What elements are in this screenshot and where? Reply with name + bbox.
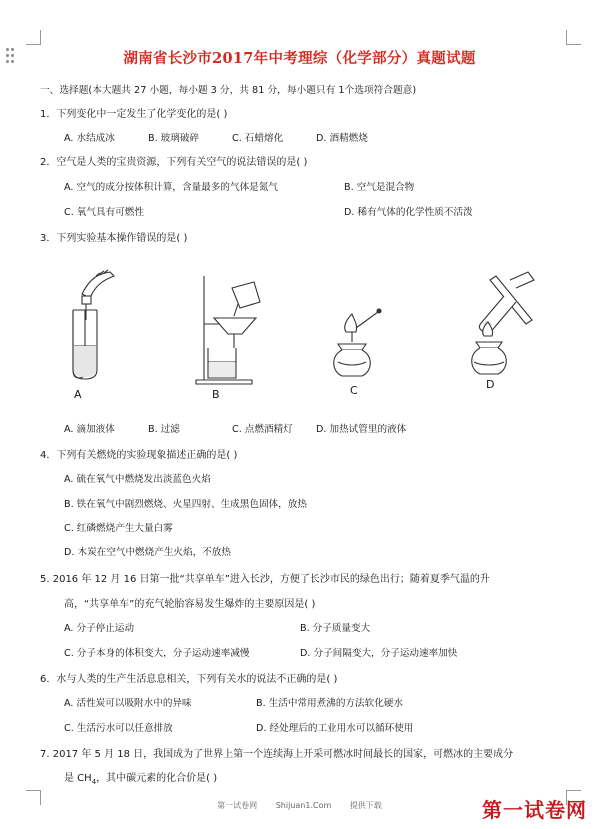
question-4-option-c: C. 红磷燃烧产生大量白雾: [64, 523, 173, 534]
question-2-option-b: B. 空气是混合物: [344, 182, 415, 193]
question-7-stem-tail: ，其中碳元素的化合价是( ): [96, 773, 218, 784]
question-3-option-c: C. 点燃酒精灯: [232, 424, 293, 435]
question-1-option-b: B. 玻璃破碎: [148, 133, 200, 144]
figure-label-c: C: [350, 384, 358, 397]
figure-label-b: B: [212, 388, 220, 401]
filtration-diagram: [196, 276, 260, 384]
question-3-option-b: B. 过滤: [148, 424, 180, 435]
figure-label-d: D: [486, 378, 495, 391]
question-5-option-a: A. 分子停止运动: [64, 623, 135, 634]
question-7-formula: 是 CH: [64, 773, 92, 784]
question-6-option-d: D. 经处理后的工业用水可以循环使用: [256, 723, 414, 734]
question-3-stem: 3．下列实验基本操作错误的是( ): [40, 233, 188, 244]
footer-site-url[interactable]: Shijuan1.Com: [275, 801, 332, 810]
question-2-option-c: C. 氧气具有可燃性: [64, 207, 144, 218]
figure-label-a: A: [74, 388, 82, 401]
question-7-subscript: 4: [91, 778, 97, 786]
page-title: 湖南省长沙市2017年中考理综（化学部分）真题试题: [123, 50, 476, 67]
question-6-option-a: A. 活性炭可以吸附水中的异味: [64, 698, 192, 709]
dropper-into-tube-diagram: [73, 270, 114, 379]
corner-mark-top-right: [566, 30, 581, 45]
heat-test-tube-diagram: [472, 272, 534, 374]
question-5-option-d: D. 分子间隔变大，分子运动速率加快: [300, 648, 458, 659]
question-5-option-b: B. 分子质量变大: [300, 623, 371, 634]
question-7-stem-line-2: [64, 772, 217, 789]
question-4-option-d: D. 木炭在空气中燃烧产生火焰，不放热: [64, 547, 231, 558]
question-5-stem-line-1: 5. 2016 年 12 月 16 日第一批“共享单车”进入长沙，方便了长沙市民的绿色出行；随着夏季气温的升: [40, 574, 490, 585]
question-4-option-a: A. 硫在氧气中燃烧发出淡蓝色火焰: [64, 474, 211, 485]
corner-mark-top-left: [26, 30, 41, 45]
question-2-option-a: A. 空气的成分按体积计算，含量最多的气体是氮气: [64, 182, 278, 193]
question-5-option-c: C. 分子本身的体积变大，分子运动速率减慢: [64, 648, 250, 659]
question-1-option-a: A. 水结成冰: [64, 133, 115, 144]
question-6-stem: 6．水与人类的生产生活息息相关，下列有关水的说法不正确的是( ): [40, 674, 338, 685]
question-3-option-a: A. 滴加液体: [64, 424, 115, 435]
section-heading: 一、选择题(本大题共 27 小题，每小题 3 分，共 81 分，每小题只有 1个选项符合题意): [40, 85, 417, 96]
footer-download-note: 提供下载: [349, 801, 382, 810]
question-1-option-c: C. 石蜡熔化: [232, 133, 284, 144]
question-6-option-b: B. 生活中常用煮沸的方法软化硬水: [256, 698, 403, 709]
question-4-stem: 4．下列有关燃烧的实验现象描述正确的是( ): [40, 450, 238, 461]
question-1-stem: 1．下列变化中一定发生了化学变化的是( ): [40, 109, 228, 120]
light-alcohol-lamp-diagram: [334, 309, 381, 376]
question-2-stem: 2．空气是人类的宝贵资源，下列有关空气的说法错误的是( ): [40, 157, 308, 168]
question-3-figure: [56, 262, 536, 412]
question-7-stem-line-1: 7. 2017 年 5 月 18 日，我国成为了世界上第一个连续海上开采可燃冰时间最长的国家，可燃冰的主要成分: [40, 749, 514, 760]
question-3-option-d: D. 加热试管里的液体: [316, 424, 407, 435]
question-4-option-b: B. 铁在氧气中剧烈燃烧、火星四射、生成黑色固体，放热: [64, 499, 307, 510]
brand-watermark: 第一试卷网: [482, 798, 587, 822]
question-1-option-d: D. 酒精燃烧: [316, 133, 368, 144]
question-5-stem-line-2: 高，“共享单车”的充气轮胎容易发生爆炸的主要原因是( ): [64, 599, 316, 610]
footer-site-name: 第一试卷网: [217, 801, 258, 810]
question-6-option-c: C. 生活污水可以任意排放: [64, 723, 173, 734]
question-2-option-d: D. 稀有气体的化学性质不活泼: [344, 207, 473, 218]
